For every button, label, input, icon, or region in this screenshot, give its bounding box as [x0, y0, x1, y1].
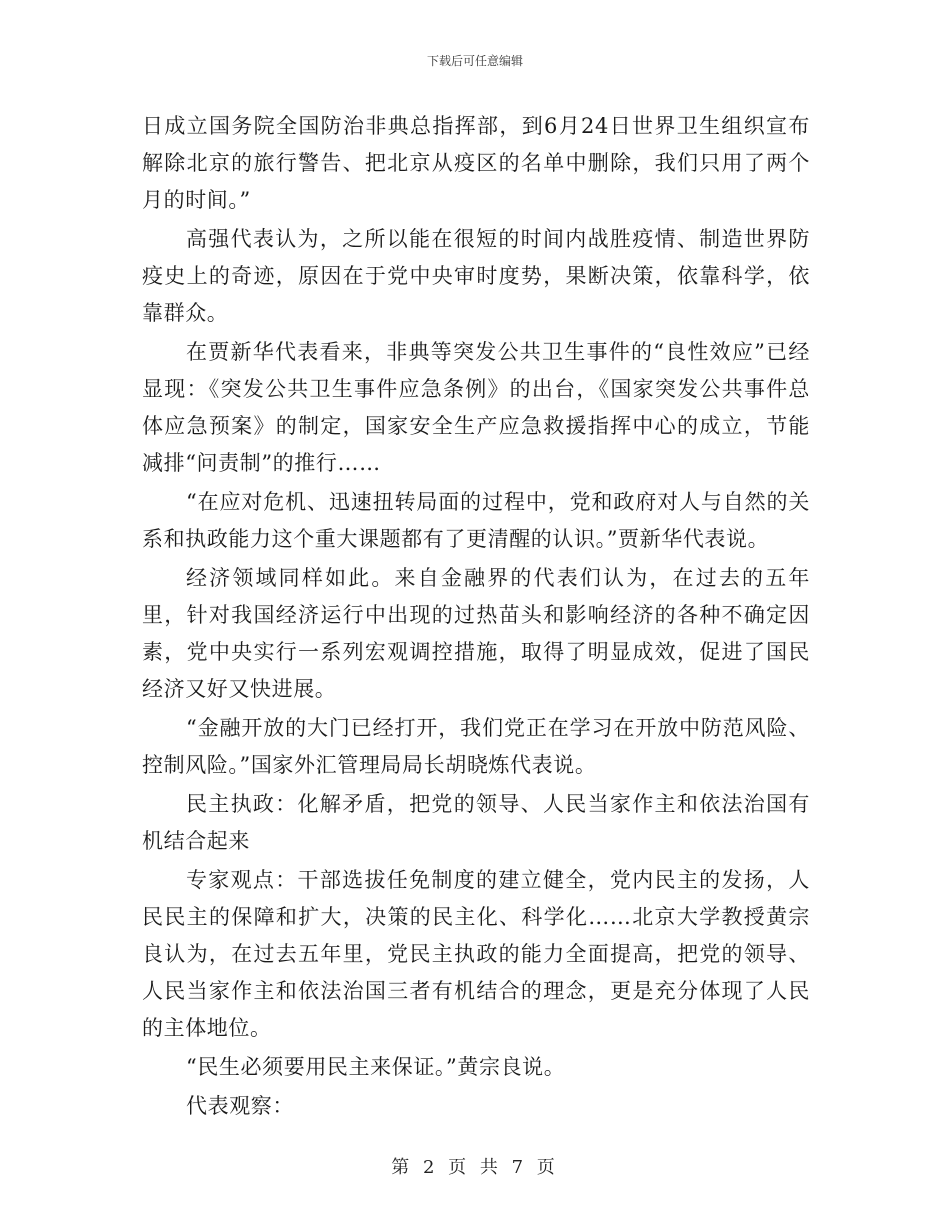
page-number: 第 2 页 共 7 页 — [391, 1157, 559, 1178]
page-header: 下载后可任意编辑 — [426, 54, 523, 68]
paragraph-8: 专家观点：干部选拔任免制度的建立健全，党内民主的发扬，人民民主的保障和扩大，决策的民主化、科学化……北京大学教授黄宗良认为，在过去五年里，党民主执政的能力全面提高，把党的领导、人民当家作主和依法治国三者有机结合的理念，更是充分体现了人民的主体地位。 — [142, 868, 810, 1040]
paragraph-9: “民生必须要用民主来保证。”黄宗良说。 — [186, 1055, 566, 1079]
paragraph-10: 代表观察： — [186, 1094, 294, 1118]
document-body — [142, 108, 810, 1127]
section-heading: 民主执政：化解矛盾，把党的领导、人民当家作主和依法治国有机结合起来 — [142, 792, 810, 853]
paragraph-5: 经济领域同样如此。来自金融界的代表们认为，在过去的五年里，针对我国经济运行中出现的过热苗头和影响经济的各种不确定因素，党中央实行一系列宏观调控措施，取得了明显成效，促进了国民经济又好又快进展。 — [142, 566, 810, 701]
paragraph-6: “金融开放的大门已经打开，我们党正在学习在开放中防范风险、控制风险。”国家外汇管理局局长胡晓炼代表说。 — [142, 716, 810, 777]
paragraph-1: 日成立国务院全国防治非典总指挥部，到6月24日世界卫生组织宣布解除北京的旅行警告、把北京从疫区的名单中删除，我们只用了两个月的时间。” — [142, 114, 810, 212]
paragraph-2: 高强代表认为，之所以能在很短的时间内战胜疫情、制造世界防疫史上的奇迹，原因在于党中央审时度势，果断决策，依靠科学，依靠群众。 — [142, 227, 810, 325]
paragraph-4: “在应对危机、迅速扭转局面的过程中，党和政府对人与自然的关系和执政能力这个重大课题都有了更清醒的认识。”贾新华代表说。 — [142, 490, 810, 551]
paragraph-3: 在贾新华代表看来，非典等突发公共卫生事件的“良性效应”已经显现：《突发公共卫生事件应急条例》的出台，《国家突发公共事件总体应急预案》的制定，国家安全生产应急救援指挥中心的成立，节能减排“问责制”的推行…… — [142, 340, 810, 475]
